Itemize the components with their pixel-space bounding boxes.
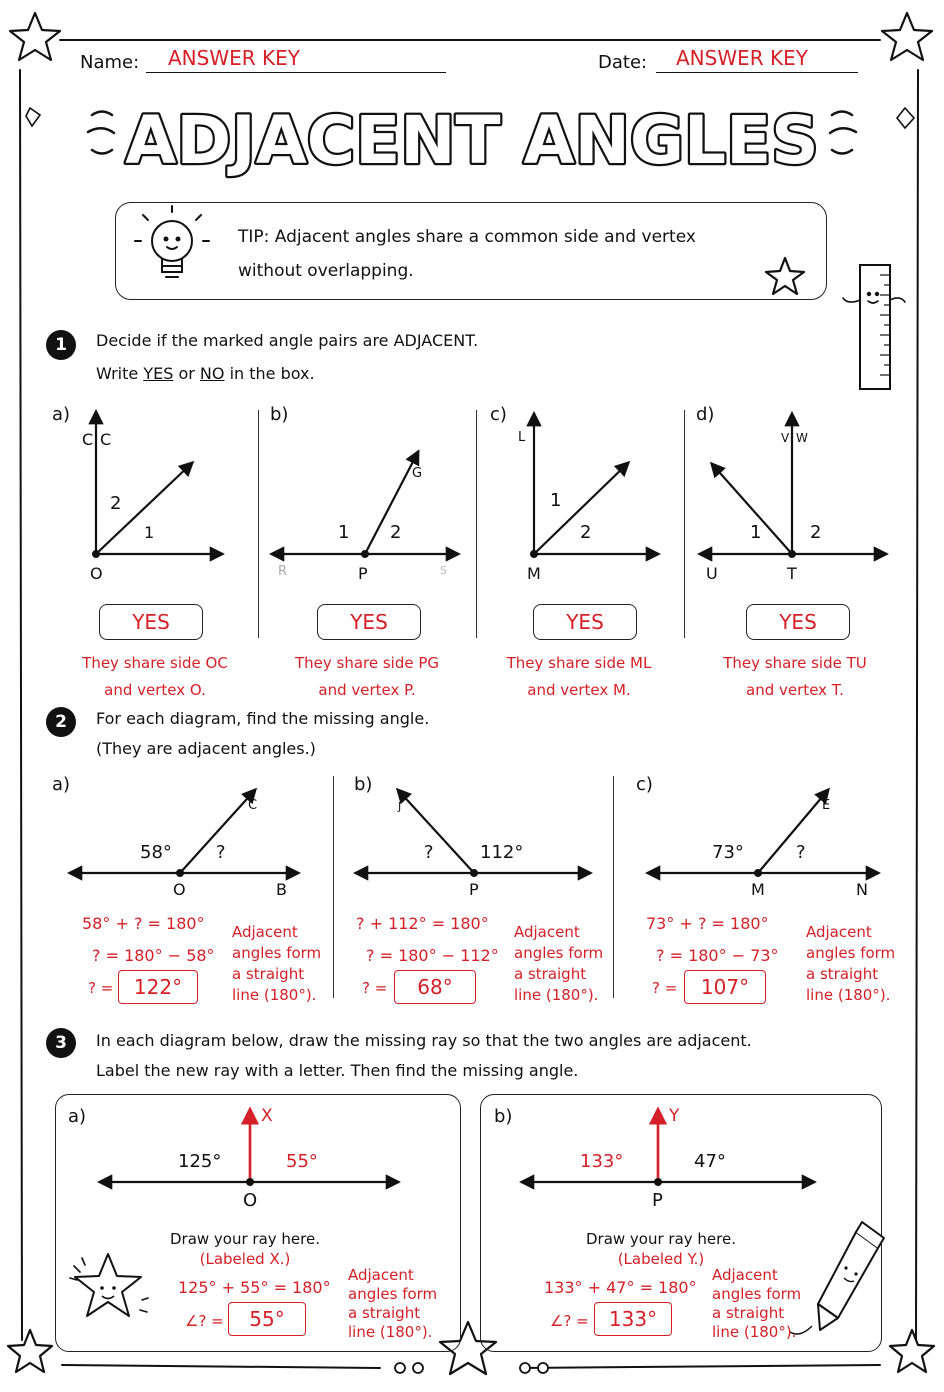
vertex-label: P xyxy=(652,1190,663,1211)
reason-line: and vertex M. xyxy=(527,681,631,699)
vertex-label: P xyxy=(358,564,368,583)
item-letter: d) xyxy=(696,404,715,425)
ray-label: C xyxy=(248,798,258,813)
right-angle: 55° xyxy=(286,1151,318,1172)
ray-label: Y xyxy=(669,1106,680,1126)
date-label: Date: xyxy=(598,52,648,73)
note: Adjacent angles form a straight line (180°). xyxy=(712,1266,802,1341)
vertex-label: P xyxy=(469,880,479,899)
vertex-label: O xyxy=(243,1190,258,1211)
angle-label: 2 xyxy=(390,522,402,543)
known-angle: 58° xyxy=(140,842,172,863)
item-letter: a) xyxy=(52,774,71,795)
section-3-number: 3 xyxy=(46,1028,76,1058)
angle-label: 2 xyxy=(110,493,122,514)
point-label: R xyxy=(278,564,288,579)
note: Adjacent angles form a straight line (180°). xyxy=(806,923,896,1004)
unknown-angle: ? xyxy=(796,842,806,863)
ray-label: G xyxy=(412,466,423,481)
point-label: N xyxy=(856,880,868,899)
answer-prefix: ? = xyxy=(88,979,114,997)
vertex-label: T xyxy=(787,564,797,583)
tip-line-1: TIP: Adjacent angles share a common side and vertex xyxy=(238,227,696,247)
reason-line: and vertex P. xyxy=(318,681,416,699)
section-2-instruction-2: (They are adjacent angles.) xyxy=(96,739,316,758)
known-angle: 73° xyxy=(712,842,744,863)
point-label: S xyxy=(440,564,447,577)
equation: 73° + ? = 180° xyxy=(646,914,769,933)
section-1-number: 1 xyxy=(46,330,76,360)
answer-prefix: ? = xyxy=(362,979,388,997)
equation: ? = 180° − 112° xyxy=(366,946,499,965)
item-letter: b) xyxy=(354,774,373,795)
ray-label: L xyxy=(518,430,526,445)
label-note: (Labeled Y.) xyxy=(617,1250,705,1268)
vertex-label: O xyxy=(90,564,103,583)
answer-box-2a[interactable]: 122° xyxy=(118,970,198,1004)
angle-label: 1 xyxy=(750,522,762,543)
ray-label: C xyxy=(100,430,112,449)
item-letter: c) xyxy=(636,774,653,795)
date-field[interactable]: ANSWER KEY xyxy=(676,46,808,70)
answer-box-1a[interactable]: YES xyxy=(99,604,203,640)
equation: 133° + 47° = 180° xyxy=(544,1278,697,1297)
ray-label: C xyxy=(82,430,94,449)
equation: ? + 112° = 180° xyxy=(356,914,489,933)
angle-label: 2 xyxy=(580,522,592,543)
item-letter: c) xyxy=(490,404,507,425)
angle-label: 1 xyxy=(338,522,350,543)
reason-line: They share side OC xyxy=(82,654,228,672)
section-2-instruction-1: For each diagram, find the missing angle. xyxy=(96,709,430,728)
name-field[interactable]: ANSWER KEY xyxy=(168,46,300,70)
reason-line: and vertex O. xyxy=(104,681,206,699)
equation: ? = 180° − 73° xyxy=(656,946,779,965)
svg-text:ADJACENT ANGLES: ADJACENT ANGLES xyxy=(125,102,819,179)
angle-label: 2 xyxy=(810,522,822,543)
item-letter: b) xyxy=(270,404,289,425)
item-letter: b) xyxy=(494,1106,513,1127)
label-note: (Labeled X.) xyxy=(199,1250,291,1268)
unknown-angle: ? xyxy=(216,842,226,863)
draw-note: Draw your ray here. xyxy=(585,1230,736,1248)
section-1-instruction-1: Decide if the marked angle pairs are ADJACENT. xyxy=(96,331,479,350)
ray-label: X xyxy=(261,1106,273,1126)
answer-box-2b[interactable]: 68° xyxy=(394,970,476,1004)
reason-line: and vertex T. xyxy=(746,681,844,699)
draw-note: Draw your ray here. xyxy=(169,1230,320,1248)
section-3-instruction-1: In each diagram below, draw the missing ray so that the two angles are adjacent. xyxy=(96,1031,752,1050)
reason-line: They share side ML xyxy=(506,654,652,672)
equation: ? = 180° − 58° xyxy=(92,946,215,965)
item-letter: a) xyxy=(52,404,71,425)
unknown-angle: ? xyxy=(424,842,434,863)
angle-label: 1 xyxy=(144,523,155,542)
ray-label: J xyxy=(398,800,402,813)
answer-box-1d[interactable]: YES xyxy=(746,604,850,640)
answer-prefix: ? = xyxy=(652,979,678,997)
section-3-instruction-2: Label the new ray with a letter. Then find the missing angle. xyxy=(96,1061,579,1080)
reason-line: They share side TU xyxy=(723,654,867,672)
ray-label: W xyxy=(796,431,808,445)
section-2-number: 2 xyxy=(46,707,76,737)
name-label: Name: xyxy=(80,52,140,73)
item-letter: a) xyxy=(68,1106,87,1127)
left-angle: 133° xyxy=(580,1151,624,1172)
right-angle: 47° xyxy=(694,1151,726,1172)
answer-box-1c[interactable]: YES xyxy=(533,604,637,640)
answer-box-3a[interactable]: 55° xyxy=(228,1302,306,1336)
answer-box-3b[interactable]: 133° xyxy=(594,1302,672,1336)
reason-line: They share side PG xyxy=(294,654,440,672)
ray-label: V xyxy=(781,431,790,445)
note: Adjacent angles form a straight line (180°). xyxy=(514,923,604,1004)
section-1-instruction-2: Write YES or NO in the box. xyxy=(96,364,315,383)
pencil-icon xyxy=(818,1222,884,1330)
note: Adjacent angles form a straight line (180°). xyxy=(232,923,322,1004)
point-label: U xyxy=(706,564,718,583)
answer-prefix: ∠? = xyxy=(185,1312,224,1330)
vertex-label: O xyxy=(173,880,186,899)
ray-label: E xyxy=(822,798,831,813)
note: Adjacent angles form a straight line (180°). xyxy=(348,1266,438,1341)
vertex-label: M xyxy=(527,564,541,583)
answer-prefix: ∠? = xyxy=(550,1312,589,1330)
vertex-label: M xyxy=(751,880,765,899)
answer-box-2c[interactable]: 107° xyxy=(684,970,766,1004)
answer-box-1b[interactable]: YES xyxy=(317,604,421,640)
left-angle: 125° xyxy=(178,1151,222,1172)
angle-label: 1 xyxy=(550,490,562,511)
equation: 58° + ? = 180° xyxy=(82,914,205,933)
tip-line-2: without overlapping. xyxy=(238,261,414,281)
point-label: B xyxy=(276,880,287,899)
known-angle: 112° xyxy=(480,842,524,863)
equation: 125° + 55° = 180° xyxy=(178,1278,331,1297)
